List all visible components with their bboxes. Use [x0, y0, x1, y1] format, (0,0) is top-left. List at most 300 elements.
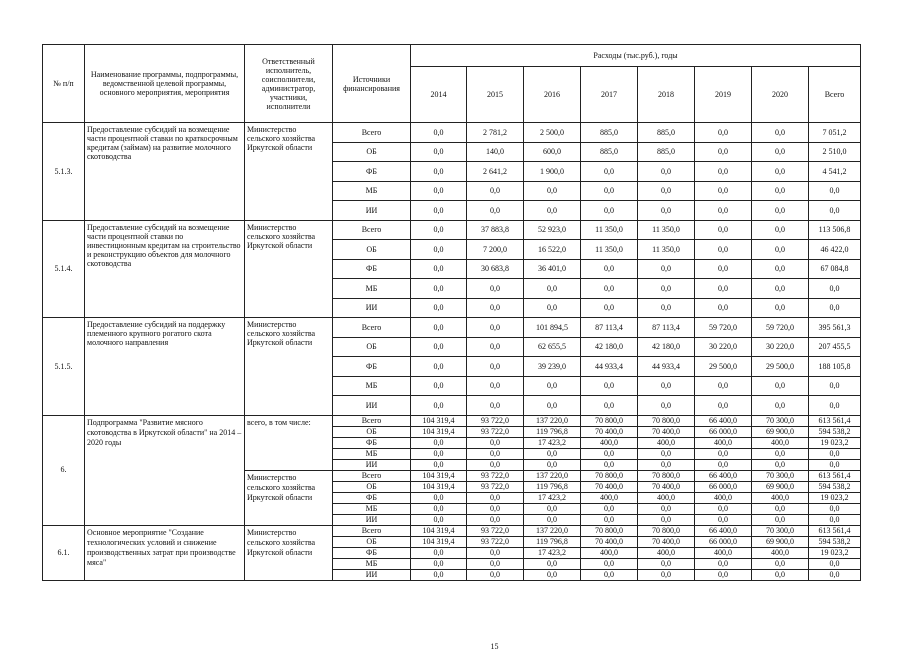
amount-cell: 36 401,0: [524, 259, 581, 279]
amount-cell: 885,0: [638, 123, 695, 143]
row-number: 5.1.5.: [43, 318, 85, 416]
amount-cell: 87 113,4: [581, 318, 638, 338]
amount-cell: 0,0: [581, 279, 638, 299]
amount-total: 0,0: [809, 396, 861, 416]
header-number: № п/п: [43, 45, 85, 123]
amount-cell: 0,0: [695, 279, 752, 299]
amount-cell: 0,0: [467, 514, 524, 525]
amount-cell: 0,0: [752, 558, 809, 569]
amount-cell: 119 796,8: [524, 536, 581, 547]
amount-cell: 0,0: [411, 558, 467, 569]
amount-cell: 0,0: [467, 459, 524, 470]
amount-cell: 0,0: [524, 396, 581, 416]
amount-cell: 0,0: [411, 376, 467, 396]
amount-cell: 44 933,4: [638, 357, 695, 377]
amount-cell: 0,0: [581, 201, 638, 221]
amount-cell: 0,0: [638, 181, 695, 201]
amount-cell: 0,0: [752, 448, 809, 459]
amount-cell: 0,0: [695, 259, 752, 279]
amount-cell: 0,0: [467, 503, 524, 514]
amount-cell: 0,0: [467, 569, 524, 580]
amount-cell: 0,0: [581, 569, 638, 580]
amount-cell: 30 683,8: [467, 259, 524, 279]
amount-cell: 70 400,0: [581, 426, 638, 437]
amount-total: 395 561,3: [809, 318, 861, 338]
amount-cell: 0,0: [411, 337, 467, 357]
funding-source: ФБ: [333, 492, 411, 503]
funding-source: ОБ: [333, 481, 411, 492]
amount-cell: 0,0: [467, 201, 524, 221]
amount-cell: 0,0: [411, 396, 467, 416]
amount-cell: 0,0: [411, 220, 467, 240]
table-row: [43, 415, 861, 426]
funding-source: ОБ: [333, 142, 411, 162]
amount-cell: 0,0: [638, 201, 695, 221]
amount-cell: 0,0: [695, 298, 752, 318]
amount-cell: 400,0: [752, 492, 809, 503]
header-year: 2018: [638, 67, 695, 123]
amount-cell: 70 400,0: [638, 426, 695, 437]
funding-source: ИИ: [333, 201, 411, 221]
amount-cell: 0,0: [581, 558, 638, 569]
amount-cell: 0,0: [411, 492, 467, 503]
amount-cell: 400,0: [695, 492, 752, 503]
funding-source: Всего: [333, 220, 411, 240]
amount-cell: 17 423,2: [524, 547, 581, 558]
amount-cell: 0,0: [411, 201, 467, 221]
amount-cell: 0,0: [524, 558, 581, 569]
amount-total: 0,0: [809, 514, 861, 525]
header-year: 2017: [581, 67, 638, 123]
responsible-executor: Министерство сельского хозяйства Иркутской области: [245, 220, 333, 318]
amount-cell: 104 319,4: [411, 525, 467, 536]
amount-cell: 0,0: [695, 162, 752, 182]
activity-name: Предоставление субсидий на возмещение части процентной ставки по краткосрочным кредитам (займам) на развитие молочного скотоводства: [85, 123, 245, 221]
amount-cell: 70 800,0: [638, 470, 695, 481]
funding-source: МБ: [333, 279, 411, 299]
amount-cell: 0,0: [411, 123, 467, 143]
amount-cell: 0,0: [581, 376, 638, 396]
amount-total: 207 455,5: [809, 337, 861, 357]
amount-cell: 0,0: [411, 503, 467, 514]
amount-cell: 0,0: [695, 181, 752, 201]
amount-cell: 0,0: [467, 279, 524, 299]
responsible-executor: Министерство сельского хозяйства Иркутской области: [245, 123, 333, 221]
amount-cell: 0,0: [581, 396, 638, 416]
amount-cell: 0,0: [638, 162, 695, 182]
funding-source: ИИ: [333, 569, 411, 580]
financing-table-page: [42, 44, 860, 651]
amount-cell: 37 883,8: [467, 220, 524, 240]
funding-source: ФБ: [333, 162, 411, 182]
amount-cell: 0,0: [638, 376, 695, 396]
header-year: 2016: [524, 67, 581, 123]
amount-total: 613 561,4: [809, 470, 861, 481]
amount-total: 188 105,8: [809, 357, 861, 377]
amount-cell: 0,0: [695, 376, 752, 396]
amount-cell: 52 923,0: [524, 220, 581, 240]
funding-source: МБ: [333, 503, 411, 514]
amount-cell: 0,0: [695, 142, 752, 162]
table-body: [43, 123, 861, 581]
funding-source: Всего: [333, 123, 411, 143]
amount-cell: 0,0: [752, 459, 809, 470]
responsible-executor: Министерство сельского хозяйства Иркутской области: [245, 525, 333, 580]
amount-total: 0,0: [809, 459, 861, 470]
amount-cell: 0,0: [638, 298, 695, 318]
amount-cell: 0,0: [467, 396, 524, 416]
funding-source: Всего: [333, 318, 411, 338]
amount-total: 613 561,4: [809, 415, 861, 426]
amount-cell: 66 400,0: [695, 470, 752, 481]
amount-cell: 104 319,4: [411, 426, 467, 437]
amount-total: 46 422,0: [809, 240, 861, 260]
amount-cell: 0,0: [638, 396, 695, 416]
amount-cell: 400,0: [581, 437, 638, 448]
responsible-executor: всего, в том числе:: [245, 415, 333, 470]
amount-cell: 70 400,0: [581, 536, 638, 547]
amount-cell: 69 900,0: [752, 481, 809, 492]
amount-cell: 600,0: [524, 142, 581, 162]
amount-cell: 0,0: [411, 459, 467, 470]
funding-source: МБ: [333, 558, 411, 569]
amount-cell: 0,0: [467, 376, 524, 396]
amount-cell: 0,0: [467, 298, 524, 318]
amount-cell: 0,0: [581, 259, 638, 279]
row-number: 5.1.4.: [43, 220, 85, 318]
amount-total: 594 538,2: [809, 536, 861, 547]
amount-cell: 0,0: [695, 240, 752, 260]
amount-cell: 0,0: [752, 503, 809, 514]
amount-cell: 87 113,4: [638, 318, 695, 338]
amount-total: 113 506,8: [809, 220, 861, 240]
amount-cell: 0,0: [524, 514, 581, 525]
amount-cell: 0,0: [411, 569, 467, 580]
amount-cell: 0,0: [411, 448, 467, 459]
amount-cell: 0,0: [752, 240, 809, 260]
amount-cell: 93 722,0: [467, 470, 524, 481]
amount-cell: 0,0: [411, 318, 467, 338]
amount-cell: 66 400,0: [695, 525, 752, 536]
amount-cell: 29 500,0: [695, 357, 752, 377]
amount-cell: 44 933,4: [581, 357, 638, 377]
amount-cell: 400,0: [752, 547, 809, 558]
amount-cell: 0,0: [411, 279, 467, 299]
amount-cell: 11 350,0: [581, 240, 638, 260]
amount-cell: 17 423,2: [524, 437, 581, 448]
amount-cell: 0,0: [695, 396, 752, 416]
funding-source: ОБ: [333, 426, 411, 437]
funding-source: ФБ: [333, 437, 411, 448]
amount-cell: 2 641,2: [467, 162, 524, 182]
header-responsible: Ответственный исполнитель, соисполнители, администратор, участники, исполнители: [245, 45, 333, 123]
amount-cell: 0,0: [695, 459, 752, 470]
amount-cell: 104 319,4: [411, 470, 467, 481]
table-row: [43, 123, 861, 143]
amount-cell: 59 720,0: [695, 318, 752, 338]
amount-cell: 0,0: [752, 396, 809, 416]
amount-cell: 62 655,5: [524, 337, 581, 357]
amount-cell: 0,0: [695, 514, 752, 525]
amount-cell: 17 423,2: [524, 492, 581, 503]
amount-cell: 70 400,0: [581, 481, 638, 492]
responsible-executor: Министерство сельского хозяйства Иркутской области: [245, 470, 333, 525]
funding-source: ИИ: [333, 298, 411, 318]
amount-cell: 885,0: [638, 142, 695, 162]
amount-cell: 0,0: [524, 181, 581, 201]
amount-cell: 0,0: [695, 123, 752, 143]
amount-cell: 0,0: [411, 437, 467, 448]
header-year: 2015: [467, 67, 524, 123]
amount-cell: 400,0: [581, 492, 638, 503]
amount-total: 2 510,0: [809, 142, 861, 162]
header-year: 2020: [752, 67, 809, 123]
amount-cell: 0,0: [752, 298, 809, 318]
row-number: 5.1.3.: [43, 123, 85, 221]
amount-cell: 0,0: [695, 558, 752, 569]
funding-source: МБ: [333, 448, 411, 459]
amount-cell: 104 319,4: [411, 536, 467, 547]
amount-cell: 93 722,0: [467, 415, 524, 426]
funding-source: ФБ: [333, 259, 411, 279]
amount-cell: 0,0: [752, 569, 809, 580]
row-number: 6.: [43, 415, 85, 525]
amount-cell: 11 350,0: [638, 220, 695, 240]
funding-source: ФБ: [333, 547, 411, 558]
amount-cell: 0,0: [752, 201, 809, 221]
amount-cell: 137 220,0: [524, 415, 581, 426]
amount-cell: 0,0: [752, 220, 809, 240]
amount-cell: 0,0: [467, 437, 524, 448]
amount-cell: 0,0: [524, 298, 581, 318]
amount-cell: 0,0: [524, 201, 581, 221]
amount-cell: 2 781,2: [467, 123, 524, 143]
amount-total: 0,0: [809, 376, 861, 396]
header-row-1: [43, 45, 861, 67]
funding-source: МБ: [333, 181, 411, 201]
amount-cell: 0,0: [752, 181, 809, 201]
amount-cell: 0,0: [695, 569, 752, 580]
table-row: [43, 220, 861, 240]
amount-cell: 0,0: [581, 298, 638, 318]
amount-cell: 30 220,0: [695, 337, 752, 357]
funding-source: ОБ: [333, 536, 411, 547]
funding-source: Всего: [333, 415, 411, 426]
activity-name: Предоставление субсидий на возмещение части процентной ставки по инвестиционным кредитам на строительство и реконструкцию объектов для молочного скотоводства: [85, 220, 245, 318]
amount-cell: 885,0: [581, 142, 638, 162]
amount-cell: 70 400,0: [638, 536, 695, 547]
amount-cell: 0,0: [411, 181, 467, 201]
amount-cell: 400,0: [752, 437, 809, 448]
amount-cell: 0,0: [581, 514, 638, 525]
amount-cell: 400,0: [695, 437, 752, 448]
amount-cell: 0,0: [581, 162, 638, 182]
amount-cell: 0,0: [752, 123, 809, 143]
amount-cell: 0,0: [524, 459, 581, 470]
amount-total: 594 538,2: [809, 426, 861, 437]
amount-cell: 93 722,0: [467, 536, 524, 547]
amount-cell: 39 239,0: [524, 357, 581, 377]
amount-cell: 11 350,0: [638, 240, 695, 260]
amount-cell: 0,0: [638, 514, 695, 525]
amount-cell: 0,0: [695, 220, 752, 240]
amount-cell: 0,0: [411, 298, 467, 318]
header-total: Всего: [809, 67, 861, 123]
amount-total: 4 541,2: [809, 162, 861, 182]
amount-cell: 0,0: [524, 503, 581, 514]
amount-cell: 119 796,8: [524, 481, 581, 492]
amount-cell: 30 220,0: [752, 337, 809, 357]
funding-source: ИИ: [333, 514, 411, 525]
header-year: 2019: [695, 67, 752, 123]
funding-source: Всего: [333, 525, 411, 536]
amount-cell: 0,0: [411, 357, 467, 377]
amount-cell: 119 796,8: [524, 426, 581, 437]
amount-cell: 0,0: [581, 181, 638, 201]
amount-cell: 93 722,0: [467, 525, 524, 536]
amount-cell: 0,0: [524, 448, 581, 459]
amount-cell: 7 200,0: [467, 240, 524, 260]
amount-cell: 0,0: [467, 318, 524, 338]
amount-cell: 885,0: [581, 123, 638, 143]
activity-name: Основное мероприятие "Создание технологических условий и снижение производственных затрат при производстве мяса": [85, 525, 245, 580]
amount-cell: 42 180,0: [638, 337, 695, 357]
amount-total: 613 561,4: [809, 525, 861, 536]
amount-cell: 0,0: [524, 279, 581, 299]
amount-cell: 400,0: [695, 547, 752, 558]
funding-source: МБ: [333, 376, 411, 396]
amount-cell: 70 300,0: [752, 525, 809, 536]
table-row: [43, 318, 861, 338]
amount-cell: 2 500,0: [524, 123, 581, 143]
amount-cell: 101 894,5: [524, 318, 581, 338]
funding-source: ОБ: [333, 240, 411, 260]
funding-source: ИИ: [333, 459, 411, 470]
amount-total: 0,0: [809, 181, 861, 201]
amount-cell: 400,0: [638, 492, 695, 503]
amount-cell: 0,0: [411, 547, 467, 558]
amount-cell: 93 722,0: [467, 481, 524, 492]
amount-total: 0,0: [809, 448, 861, 459]
amount-cell: 140,0: [467, 142, 524, 162]
amount-cell: 70 300,0: [752, 415, 809, 426]
amount-cell: 0,0: [638, 448, 695, 459]
amount-cell: 70 400,0: [638, 481, 695, 492]
amount-cell: 0,0: [467, 357, 524, 377]
responsible-executor: Министерство сельского хозяйства Иркутской области: [245, 318, 333, 416]
amount-total: 0,0: [809, 298, 861, 318]
amount-cell: 0,0: [581, 503, 638, 514]
financing-table: [42, 44, 861, 581]
amount-cell: 66 400,0: [695, 415, 752, 426]
amount-cell: 66 000,0: [695, 426, 752, 437]
amount-cell: 0,0: [467, 337, 524, 357]
amount-cell: 0,0: [638, 259, 695, 279]
amount-cell: 29 500,0: [752, 357, 809, 377]
amount-cell: 69 900,0: [752, 536, 809, 547]
page-number: 15: [490, 642, 499, 651]
amount-cell: 0,0: [752, 162, 809, 182]
amount-cell: 70 800,0: [581, 525, 638, 536]
amount-total: 0,0: [809, 569, 861, 580]
funding-source: ИИ: [333, 396, 411, 416]
amount-cell: 0,0: [752, 279, 809, 299]
amount-total: 0,0: [809, 201, 861, 221]
amount-cell: 70 800,0: [638, 415, 695, 426]
amount-cell: 400,0: [638, 437, 695, 448]
header-year: 2014: [411, 67, 467, 123]
amount-cell: 400,0: [581, 547, 638, 558]
amount-total: 0,0: [809, 558, 861, 569]
amount-cell: 0,0: [524, 376, 581, 396]
amount-total: 19 023,2: [809, 492, 861, 503]
amount-total: 67 084,8: [809, 259, 861, 279]
amount-cell: 0,0: [581, 459, 638, 470]
amount-cell: 0,0: [467, 492, 524, 503]
amount-cell: 0,0: [752, 376, 809, 396]
amount-total: 0,0: [809, 503, 861, 514]
amount-cell: 0,0: [467, 181, 524, 201]
amount-cell: 0,0: [638, 279, 695, 299]
amount-cell: 0,0: [581, 448, 638, 459]
amount-cell: 11 350,0: [581, 220, 638, 240]
header-expenses: Расходы (тыс.руб.), годы: [411, 45, 861, 67]
amount-cell: 0,0: [752, 259, 809, 279]
amount-cell: 0,0: [638, 558, 695, 569]
amount-cell: 70 800,0: [581, 415, 638, 426]
amount-cell: 0,0: [411, 259, 467, 279]
amount-cell: 104 319,4: [411, 415, 467, 426]
amount-cell: 66 000,0: [695, 536, 752, 547]
amount-total: 594 538,2: [809, 481, 861, 492]
funding-source: ОБ: [333, 337, 411, 357]
amount-total: 7 051,2: [809, 123, 861, 143]
amount-total: 0,0: [809, 279, 861, 299]
amount-cell: 70 800,0: [581, 470, 638, 481]
amount-cell: 0,0: [411, 514, 467, 525]
amount-cell: 0,0: [467, 547, 524, 558]
amount-cell: 0,0: [524, 569, 581, 580]
table-row: [43, 525, 861, 536]
amount-cell: 66 000,0: [695, 481, 752, 492]
row-number: 6.1.: [43, 525, 85, 580]
amount-cell: 1 900,0: [524, 162, 581, 182]
amount-cell: 104 319,4: [411, 481, 467, 492]
activity-name: Подпрограмма "Развитие мясного скотоводства в Иркутской области" на 2014 – 2020 годы: [85, 415, 245, 525]
amount-cell: 0,0: [752, 142, 809, 162]
amount-cell: 0,0: [411, 162, 467, 182]
amount-cell: 0,0: [638, 459, 695, 470]
funding-source: ФБ: [333, 357, 411, 377]
amount-cell: 400,0: [638, 547, 695, 558]
amount-cell: 137 220,0: [524, 470, 581, 481]
amount-cell: 0,0: [752, 514, 809, 525]
header-source: Источники финансирования: [333, 45, 411, 123]
amount-cell: 0,0: [411, 142, 467, 162]
amount-cell: 0,0: [638, 503, 695, 514]
amount-cell: 0,0: [411, 240, 467, 260]
amount-cell: 93 722,0: [467, 426, 524, 437]
amount-cell: 42 180,0: [581, 337, 638, 357]
amount-cell: 0,0: [467, 558, 524, 569]
header-name: Наименование программы, подпрограммы, ведомственной целевой программы, основного мероприятия, мероприятия: [85, 45, 245, 123]
amount-cell: 137 220,0: [524, 525, 581, 536]
amount-cell: 0,0: [695, 503, 752, 514]
amount-total: 19 023,2: [809, 547, 861, 558]
amount-cell: 70 800,0: [638, 525, 695, 536]
amount-cell: 69 900,0: [752, 426, 809, 437]
amount-cell: 0,0: [695, 201, 752, 221]
